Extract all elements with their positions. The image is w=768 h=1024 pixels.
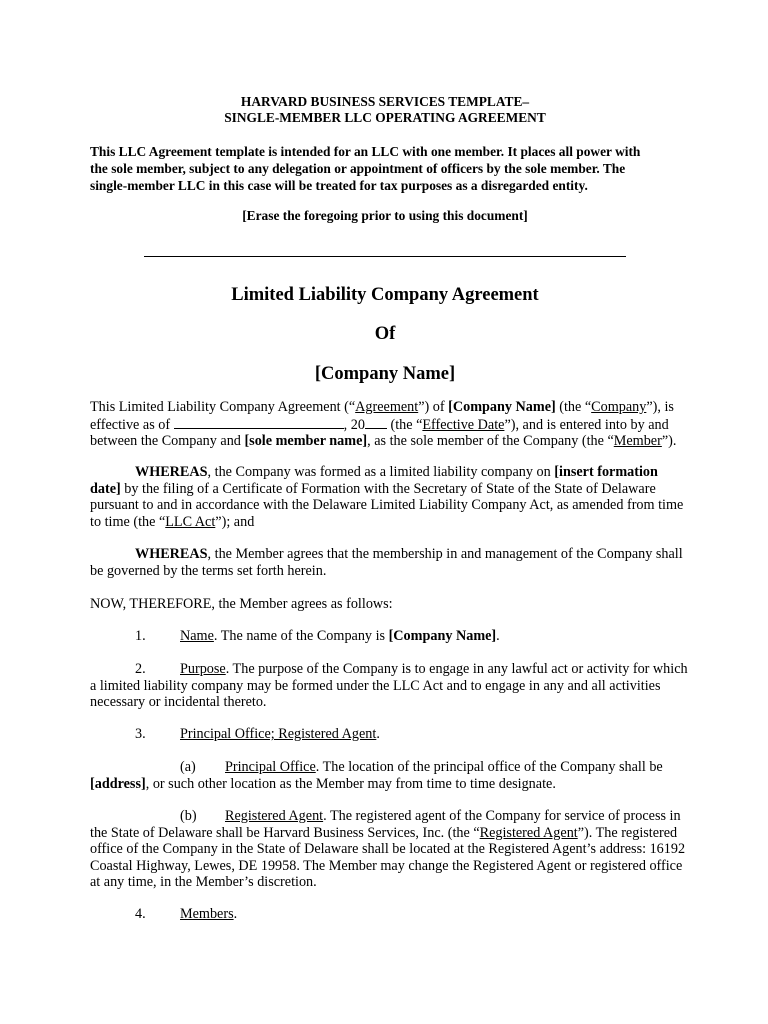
section-heading-registered-agent: Registered Agent: [225, 808, 324, 824]
year-blank[interactable]: [365, 416, 387, 429]
now-therefore: NOW, THEREFORE, the Member agrees as follows:: [90, 596, 393, 612]
defined-term-effective-date: Effective Date: [422, 416, 505, 433]
defined-term-company: Company: [591, 399, 647, 415]
defined-term-agreement: Agreement: [355, 399, 419, 415]
section-heading-name: Name: [180, 628, 214, 644]
sole-member-placeholder: [sole member name]: [244, 433, 368, 449]
defined-term-llc-act: LLC Act: [165, 513, 216, 530]
effective-date-blank[interactable]: [174, 416, 344, 429]
preamble-paragraph: This Limited Liability Company Agreement (“Agreement”) of [Company Name] (the “Company”), is effective as of , 20 (the “Effective Date”), and is entered into by and between the Company and [sole member name], as the sole member of the Company (the “Member”).: [90, 399, 677, 449]
whereas-paragraph-2: WHEREAS, the Member agrees that the membership in and management of the Company shall be governed by the terms set forth herein.: [90, 546, 683, 579]
agreement-title: Limited Liability Company Agreement: [231, 285, 539, 305]
company-name-placeholder: [Company Name]: [448, 399, 556, 415]
defined-term-member: Member: [613, 433, 662, 449]
section-heading-principal-office-sub: Principal Office: [225, 759, 316, 775]
agreement-company-name: [Company Name]: [314, 364, 456, 384]
section-1-name: 1. Name. The name of the Company is [Company Name].: [135, 628, 500, 644]
section-heading-principal-office: Principal Office; Registered Agent: [180, 726, 377, 742]
defined-term-registered-agent: Registered Agent: [479, 824, 578, 841]
divider-rule: [144, 256, 626, 257]
address-placeholder: [address]: [90, 775, 146, 792]
intro-line-3: single-member LLC in this case will be treated for tax purposes as a disregarded entity.: [90, 178, 588, 193]
template-intro: [90, 143, 680, 194]
section-4-members: 4. Members.: [135, 906, 238, 922]
section-heading-members: Members: [180, 906, 234, 922]
header-line-2: SINGLE-MEMBER LLC OPERATING AGREEMENT: [224, 110, 546, 125]
section-2-purpose: 2. Purpose. The purpose of the Company is to engage in any lawful act or activity for which a limited liability company may be formed under the LLC Act and to engage in any and all activities necessary or incidental thereto.: [90, 661, 688, 710]
erase-note: [Erase the foregoing prior to using this document]: [242, 208, 528, 223]
section-3-principal-office: 3. Principal Office; Registered Agent.: [135, 726, 380, 742]
header-line-1: HARVARD BUSINESS SERVICES TEMPLATE–: [240, 94, 530, 109]
intro-line-2: the sole member, subject to any delegation or appointment of officers by the sole member. The: [90, 161, 626, 176]
agreement-title-of: Of: [374, 324, 396, 344]
section-3b-registered-agent: (b) Registered Agent. The registered agent of the Company for service of process in the State of Delaware shall be Harvard Business Services, Inc. (the “Registered Agent”). The registered office of the Company in the State of Delaware shall be located at the Registered Agent’s address: 16192 Coastal Highway, Lewes, DE 19958. The Member may change the Registered Agent or registered office at any time, in the Member’s discretion.: [90, 808, 686, 890]
section-3a-principal-office: (a) Principal Office. The location of the principal office of the Company shall be [address], or such other location as the Member may from time to time designate.: [90, 759, 663, 792]
intro-line-1: This LLC Agreement template is intended for an LLC with one member. It places all power with: [90, 144, 641, 159]
template-header: [90, 94, 680, 126]
whereas-paragraph-1: WHEREAS, the Company was formed as a limited liability company on [insert formation date] by the filing of a Certificate of Formation with the Secretary of State of the State of Delaware pursuant to and in accordance with the Delaware Limited Liability Company Act, as amended from time to time (the “LLC Act”); and: [90, 464, 684, 530]
section-heading-purpose: Purpose: [180, 661, 226, 677]
